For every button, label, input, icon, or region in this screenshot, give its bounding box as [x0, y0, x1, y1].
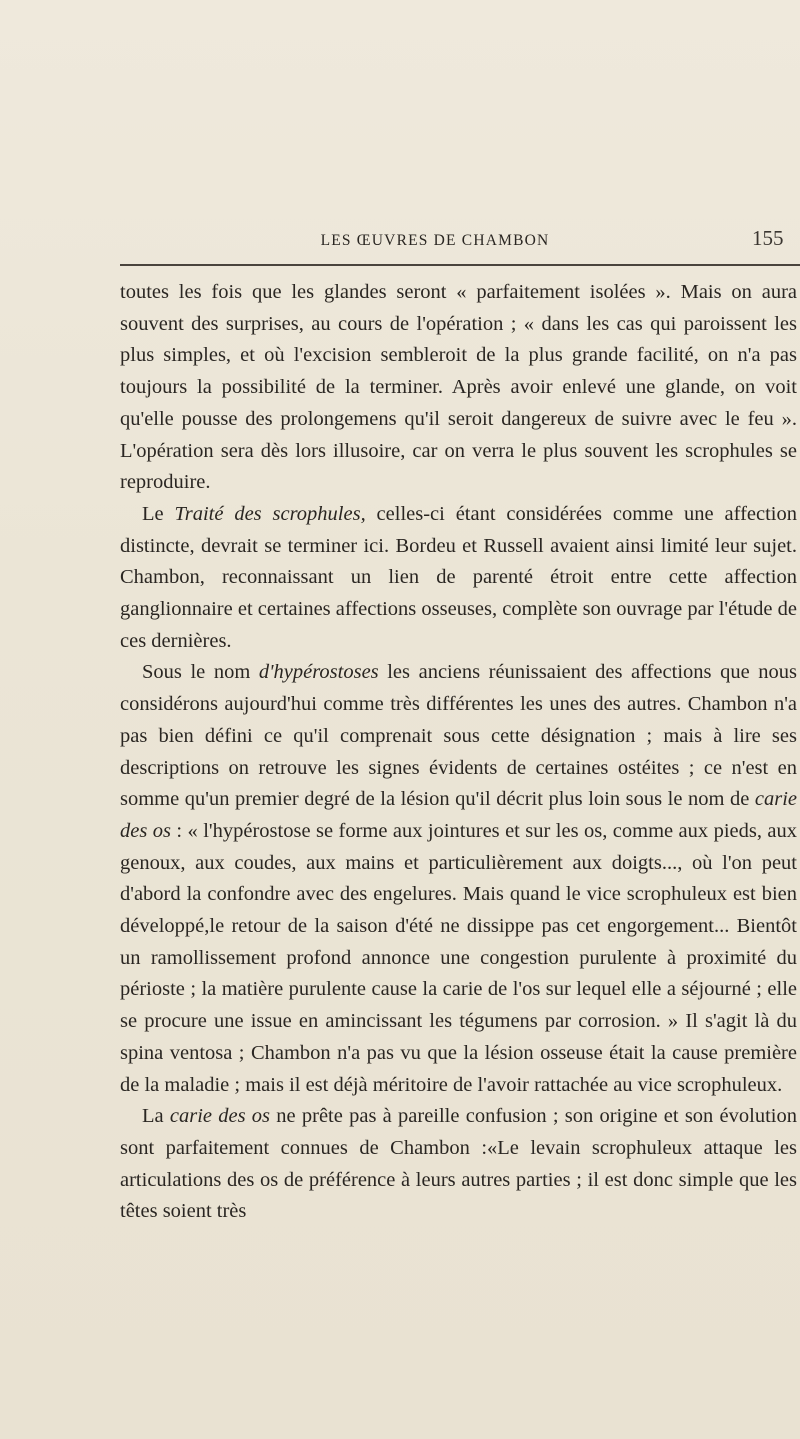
page-number: 155 — [752, 226, 784, 250]
paragraph-3 — [120, 657, 797, 1101]
term-hyperostoses: d'hypérostoses — [258, 661, 379, 684]
paragraph-4 — [120, 1101, 797, 1228]
paragraph-4-text-b: ne prête pas à pareille confusion ; son origine et son évolution sont parfaitement connues de Chambon :«Le levain scrophuleux attaque les articulations des os de préférence à leurs autres parties ; il est donc simple que les têtes soient très — [120, 1105, 797, 1223]
paragraph-3-text-a: Sous le nom — [142, 661, 259, 684]
body-text — [120, 277, 797, 1228]
paragraph-3-text-b: les anciens réunissaient des affections que nous considérons aujourd'hui comme très différentes les unes des autres. Chambon n'a pas bien défini ce qu'il comprenait sous cette désignation ; mais à lire ses descriptions on retrouve les signes évidents de certaines ostéites ; ce n'est en somme qu'un premier degré de la lésion qu'il décrit plus loin sous le nom de — [120, 661, 797, 811]
paragraph-1-text: toutes les fois que les glandes seront « parfaitement isolées ». Mais on aura souvent des surprises, au cours de l'opération ; « dans les cas qui paroissent les plus simples, et où l'excision sembleroit de la plus grande facilité, on n'a pas toujours la possibilité de la terminer. Après avoir enlevé une glande, on voit qu'elle pousse des prolongemens qu'il seroit dangereux de suivre avec le feu ». L'opération sera dès lors illusoire, car on verra le plus souvent les scrophules se reproduire. — [120, 281, 797, 494]
term-carie-des-os-2: carie des os — [169, 1105, 271, 1128]
paragraph-2-text-b: celles-ci étant considérées comme une affection distincte, devrait se terminer ici. Bordeu et Russell avaient ainsi limité leur sujet. Chambon, reconnaissant un lien de parenté étroit entre cette affection ganglionnaire et certaines affections osseuses, complète son ouvrage par l'étude de ces dernières. — [120, 502, 797, 652]
paragraph-4-text-a: La — [142, 1105, 170, 1128]
running-title: LES ŒUVRES DE CHAMBON — [320, 232, 550, 249]
header-rule — [120, 264, 800, 266]
paragraph-1 — [120, 277, 797, 499]
paragraph-2-text-a: Le — [142, 502, 175, 525]
paragraph-2 — [120, 499, 797, 658]
paragraph-3-text-c: : « l'hypérostose se forme aux jointures et sur les os, comme aux pieds, aux genoux, aux coudes, aux mains et particulièrement aux doigts..., où l'on peut d'abord la confondre avec des engelures. Mais quand le vice scrophuleux est bien développé,le retour de la saison d'été ne dissippe pas cet engorgement... Bientôt un ramollissement profond annonce une congestion purulente à proximité du périoste ; la matière purulente cause la carie de l'os sur lequel elle a séjourné ; elle se procure une issue en amincissant les tégumens par corrosion. » Il s'agit là du spina ventosa ; Chambon n'a pas vu que la lésion osseuse était la cause première de la maladie ; mais il est déjà méritoire de l'avoir rattachée au vice scrophuleux. — [120, 819, 798, 1096]
page-header — [0, 226, 800, 254]
term-carie-des-os: carie des os — [120, 788, 797, 842]
title-traite-des-scrophules: Traité des scrophules, — [174, 502, 366, 525]
